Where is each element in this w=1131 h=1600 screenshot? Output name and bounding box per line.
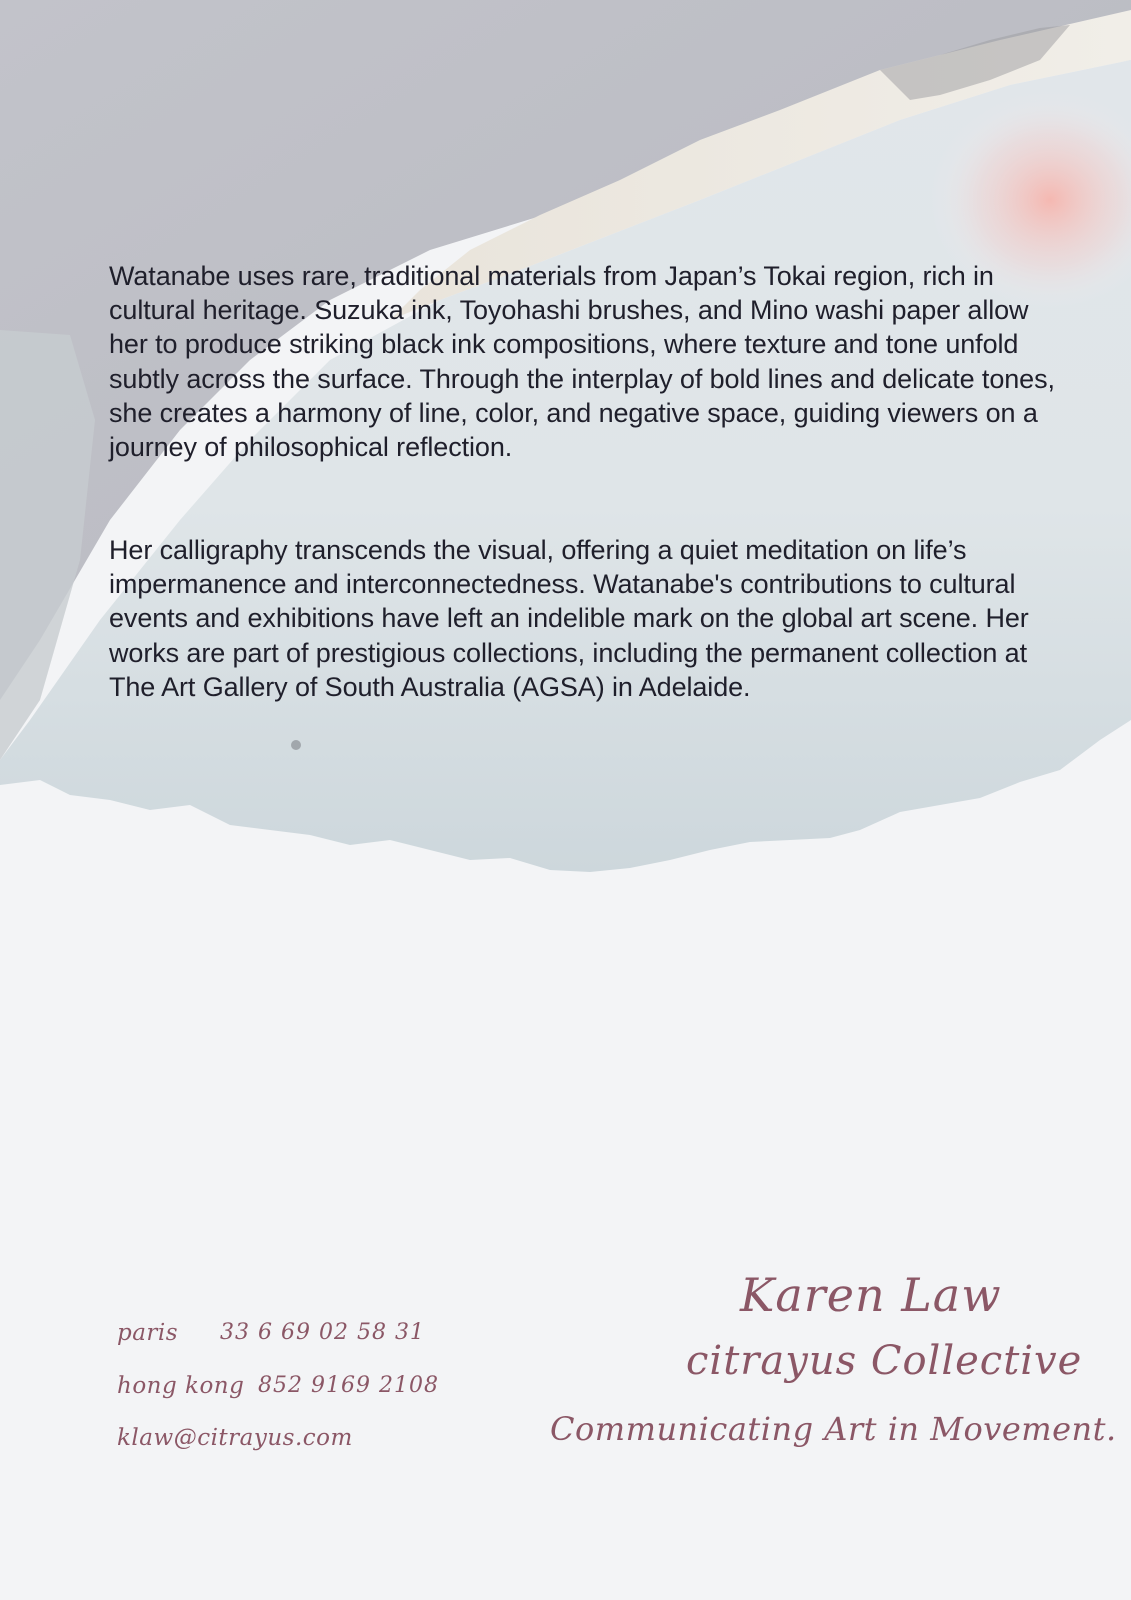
contact-email: klaw@citrayus.com xyxy=(117,1425,353,1451)
contact-label-paris: paris xyxy=(117,1320,179,1346)
contact-phone-hong-kong: 852 9169 2108 xyxy=(258,1373,439,1398)
contact-label-hong-kong: hong kong xyxy=(117,1373,245,1399)
contact-phone-paris: 33 6 69 02 58 31 xyxy=(220,1320,425,1345)
signature-name: Karen Law xyxy=(740,1268,1002,1322)
signature-organization: citrayus Collective xyxy=(686,1338,1083,1384)
body-paragraph-2: Her calligraphy transcends the visual, offering a quiet meditation on life’s impermanence and interconnectedness. Watanabe's contributions to cultural events and exhibitions have left an indelible mark on the global art scene. Her works are part of prestigious collections, including the permanent collection at The Art Gallery of South Australia (AGSA) in Adelaide. xyxy=(109,535,1029,702)
signature-tagline: Communicating Art in Movement. xyxy=(550,1410,1117,1448)
body-paragraph-1: Watanabe uses rare, traditional materials from Japan’s Tokai region, rich in cultural heritage. Suzuka ink, Toyohashi brushes, and Mino washi paper allow her to produce striking black ink compositions, where texture and tone unfold subtly across the surface. Through the interplay of bold lines and delicate tones, she creates a harmony of line, color, and negative space, guiding viewers on a journey of philosophical reflection. xyxy=(109,261,1055,463)
